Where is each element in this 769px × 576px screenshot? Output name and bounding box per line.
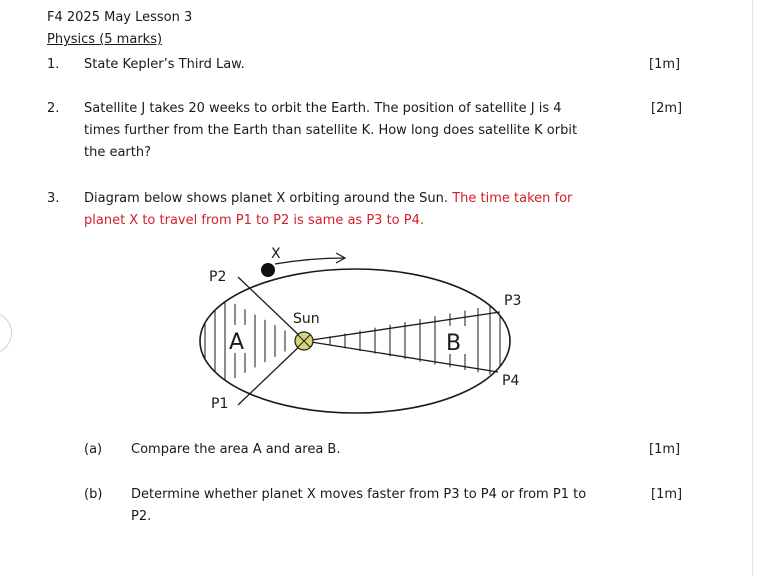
subquestion-b-label: (b) <box>84 487 103 502</box>
subquestion-a-marks: [1m] <box>649 442 681 457</box>
area-b-lower-edge <box>305 341 498 372</box>
question-3-line-2-red: planet X to travel from P1 to P2 is same as P3 to P4. <box>84 213 425 228</box>
question-2-number: 2. <box>47 101 60 116</box>
label-p2: P2 <box>209 269 227 285</box>
label-p3: P3 <box>504 293 522 309</box>
label-area-a: A <box>229 330 245 355</box>
label-p4: P4 <box>502 373 520 389</box>
label-p1: P1 <box>211 396 229 412</box>
question-1-number: 1. <box>47 57 60 72</box>
label-planet-x: X <box>271 246 281 262</box>
subquestion-a-text: Compare the area A and area B. <box>131 442 341 457</box>
question-3-line-1-black: Diagram below shows planet X orbiting around the Sun. <box>84 191 449 206</box>
question-1-text: State Kepler’s Third Law. <box>84 57 245 72</box>
question-2-line-2: times further from the Earth than satellite K. How long does satellite K orbit <box>84 123 578 138</box>
question-2-line-3: the earth? <box>84 145 152 160</box>
question-2-line-1: Satellite J takes 20 weeks to orbit the Earth. The position of satellite J is 4 <box>84 101 562 116</box>
planet-x-dot <box>261 263 275 277</box>
page-title: F4 2025 May Lesson 3 <box>47 10 193 25</box>
label-area-b: B <box>446 331 462 356</box>
label-sun: Sun <box>293 311 320 327</box>
subquestion-a-label: (a) <box>84 442 103 457</box>
subquestion-b-line-1: Determine whether planet X moves faster from P3 to P4 or from P1 to <box>131 487 587 502</box>
area-b-hatching <box>330 290 500 395</box>
orbit-direction-arrow <box>275 258 345 264</box>
question-2-marks: [2m] <box>651 101 683 116</box>
question-3-number: 3. <box>47 191 60 206</box>
subquestion-b-marks: [1m] <box>651 487 683 502</box>
area-b-upper-edge <box>305 312 500 341</box>
subquestion-b-line-2: P2. <box>131 509 152 524</box>
question-1-marks: [1m] <box>649 57 681 72</box>
page-subtitle: Physics (5 marks) <box>47 32 163 47</box>
question-3-line-1-red: The time taken for <box>452 191 573 206</box>
